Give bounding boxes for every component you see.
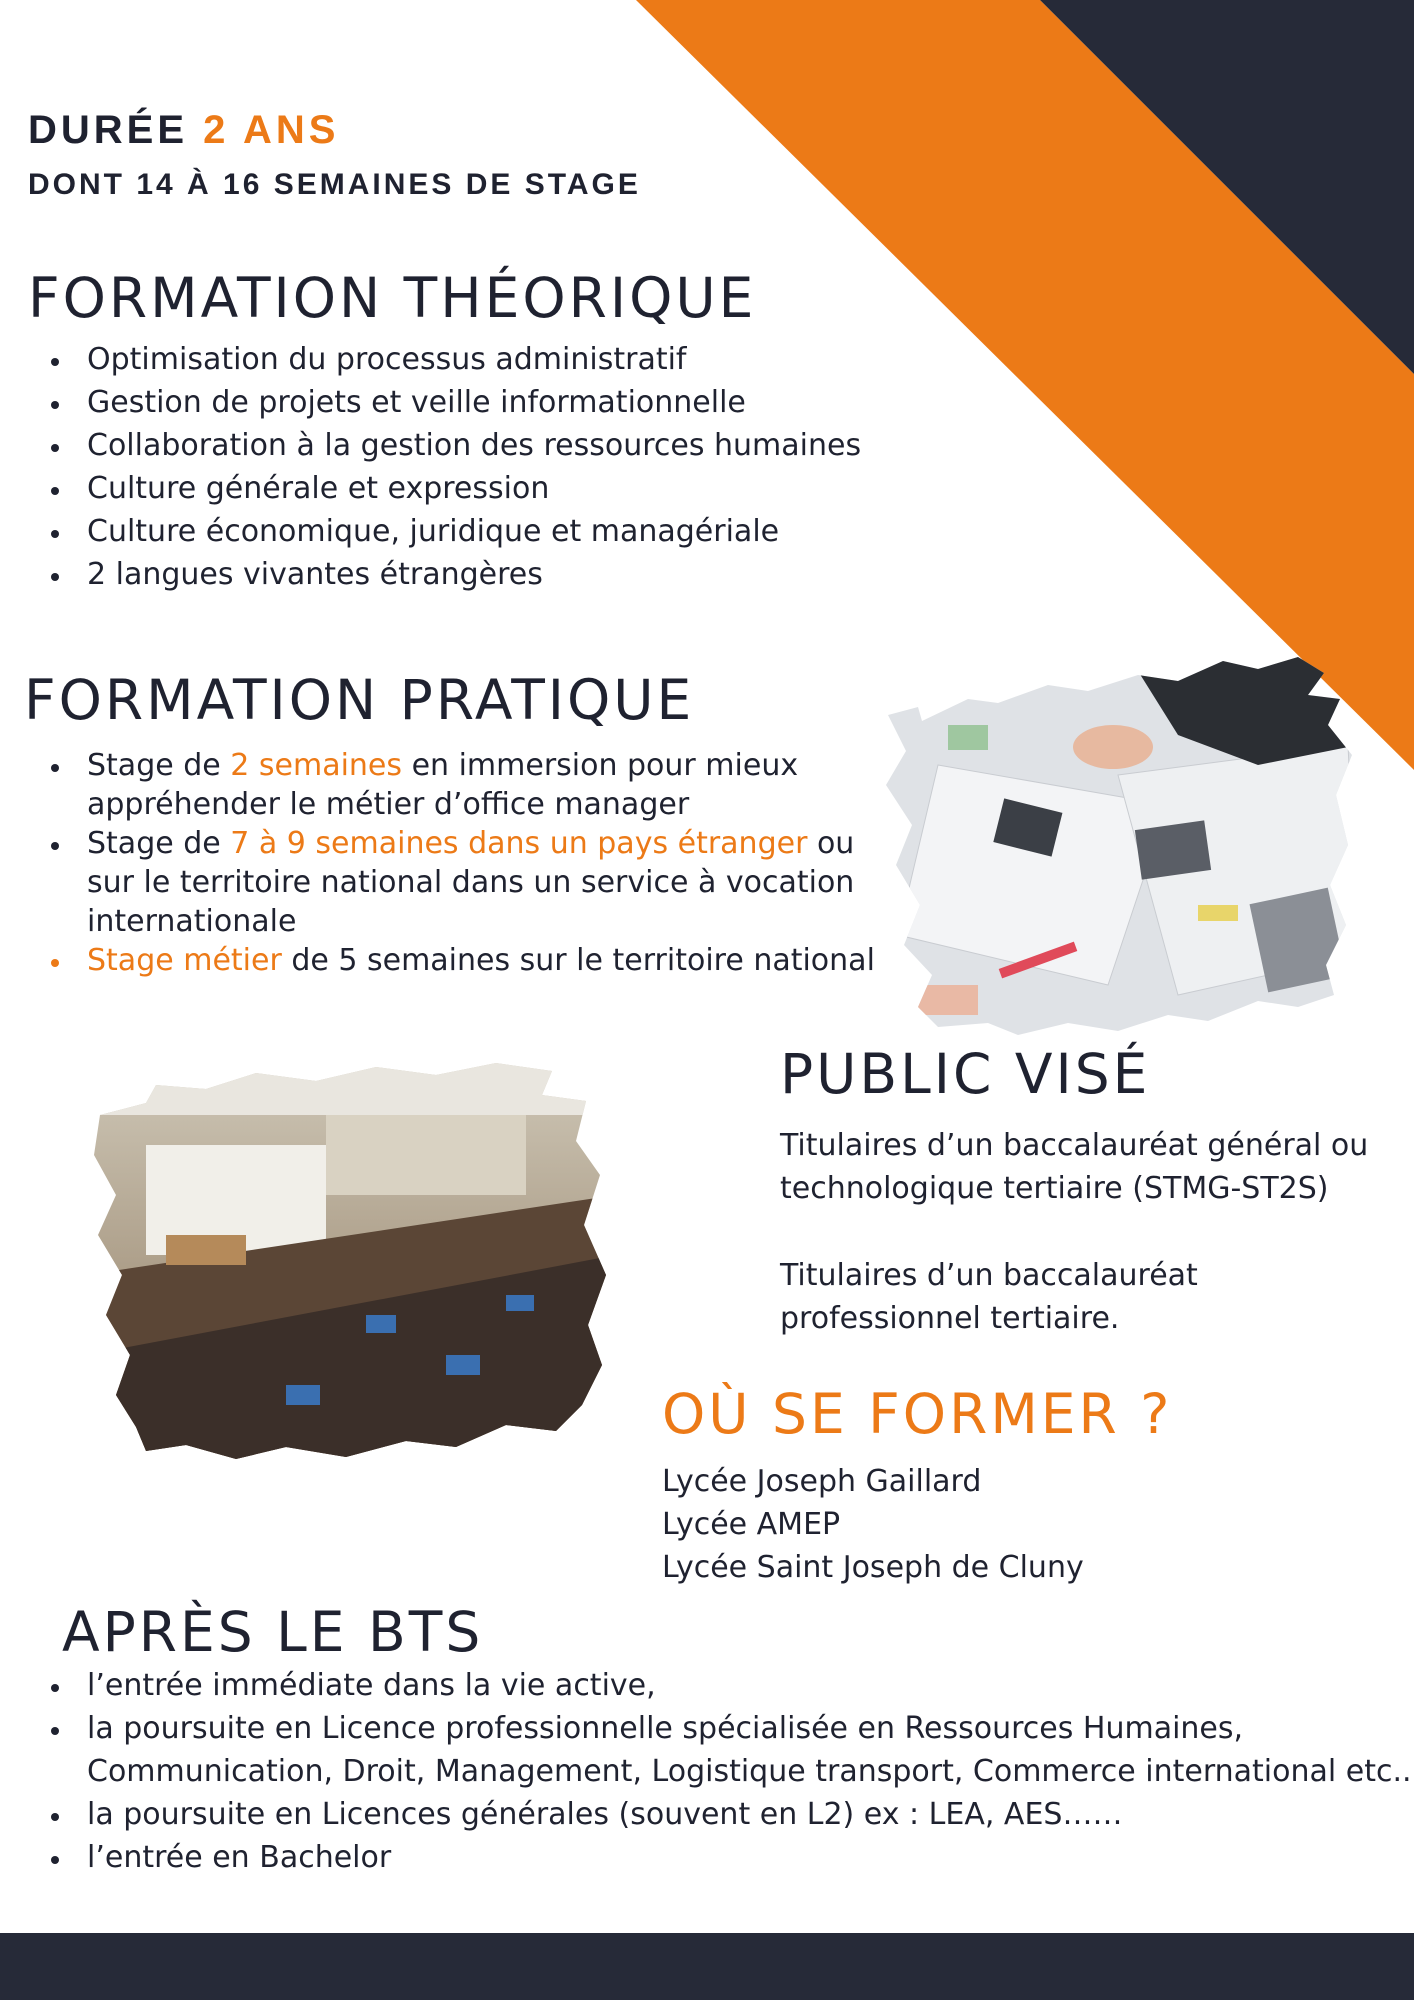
- list-item: • Culture générale et expression: [73, 467, 861, 510]
- list-item: • la poursuite en Licence professionnelle spécialisée en Ressources Humaines, Communication, Droit, Management, Logistique transport, Commerce international etc..: [73, 1707, 1413, 1793]
- item-highlight: Stage métier: [87, 943, 282, 978]
- school-item: Lycée AMEP: [662, 1507, 841, 1542]
- list-item: • Optimisation du processus administratif: [73, 338, 861, 381]
- workshop-photo: [878, 655, 1358, 1040]
- list-item: [73, 746, 903, 824]
- where-title: OÙ SE FORMER ?: [662, 1382, 1173, 1446]
- school-item: Lycée Joseph Gaillard: [662, 1464, 982, 1499]
- list-item: • l’entrée immédiate dans la vie active,: [73, 1664, 1413, 1707]
- audience-text-2: Titulaires d’un baccalauréat professionnel tertiaire.: [780, 1258, 1198, 1336]
- duration-value: 2 ANS: [203, 108, 340, 152]
- duration-label: DURÉE: [28, 108, 189, 152]
- audience-text-1: Titulaires d’un baccalauréat général ou technologique tertiaire (STMG-ST2S): [780, 1128, 1369, 1206]
- list-item: • 2 langues vivantes étrangères: [73, 553, 861, 596]
- audience-title: PUBLIC VISÉ: [780, 1042, 1151, 1106]
- item-text: de 5 semaines sur le territoire national: [281, 943, 875, 978]
- after-list: [28, 1664, 1413, 1879]
- theory-title: FORMATION THÉORIQUE: [28, 266, 757, 330]
- practice-list: [28, 746, 903, 980]
- list-item: [73, 941, 903, 980]
- after-title: APRÈS LE BTS: [62, 1600, 484, 1664]
- school-list: [662, 1460, 1084, 1589]
- internship-weeks: DONT 14 À 16 SEMAINES DE STAGE: [28, 168, 641, 201]
- list-item: • Gestion de projets et veille informationnelle: [73, 381, 861, 424]
- duration-heading: [28, 108, 339, 153]
- item-text: en immersion pour mieux appréhender le métier d’office manager: [87, 748, 799, 822]
- item-highlight: 7 à 9 semaines dans un pays étranger: [230, 826, 808, 861]
- item-text: ou sur le territoire national dans un service à vocation internationale: [87, 826, 855, 939]
- practice-title: FORMATION PRATIQUE: [24, 668, 695, 732]
- item-highlight: 2 semaines: [230, 748, 403, 783]
- list-item: • Collaboration à la gestion des ressources humaines: [73, 424, 861, 467]
- footer-bar: [0, 1933, 1414, 2000]
- item-text: Stage de: [87, 826, 231, 861]
- theory-list: [28, 338, 861, 596]
- lecture-hall-photo: [86, 1055, 616, 1465]
- list-item: • l’entrée en Bachelor: [73, 1836, 1413, 1879]
- list-item: • la poursuite en Licences générales (souvent en L2) ex : LEA, AES……: [73, 1793, 1413, 1836]
- item-text: Stage de: [87, 748, 231, 783]
- school-item: Lycée Saint Joseph de Cluny: [662, 1550, 1084, 1585]
- list-item: • Culture économique, juridique et managériale: [73, 510, 861, 553]
- list-item: [73, 824, 903, 941]
